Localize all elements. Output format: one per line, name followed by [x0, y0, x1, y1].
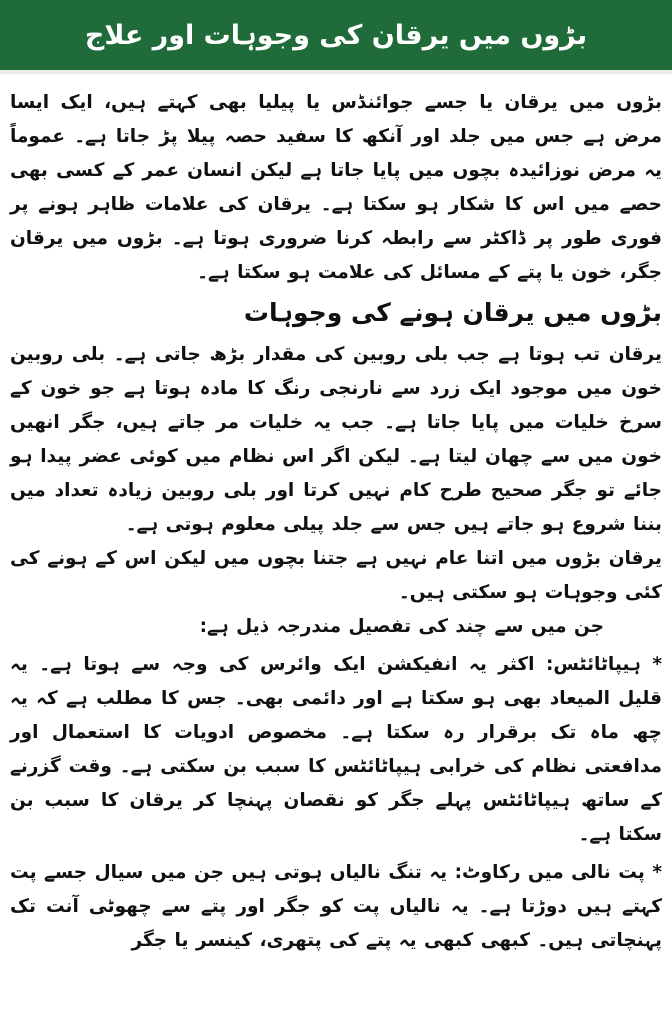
section-heading: بڑوں میں یرقان ہونے کی وجوہات [243, 298, 662, 327]
page-title: بڑوں میں یرقان کی وجوہات اور علاج [84, 19, 588, 51]
common-paragraph: یرقان بڑوں میں اتنا عام نہیں ہے جتنا بچوں میں لیکن اس کے ہونے کی کئی وجوہات ہو سکتی ہیں۔ [10, 548, 662, 603]
hepatitis-item: * ہیپاٹائٹس: اکثر یہ انفیکشن ایک وائرس کی وجہ سے ہوتا ہے۔ یہ قلیل المیعاد بھی ہو سکتا ہے اور دائمی بھی۔ جس کا مطلب ہے کہ یہ چھ ماہ تک برقرار رہ سکتا ہے۔ مخصوص ادویات کا استعمال اور مدافعتی نظام کی خرابی ہیپاٹائٹس کا سبب بن سکتی ہے۔ وقت گزرنے کے ساتھ ہیپاٹائٹس پہلے جگر کو نقصان پہنچا کر یرقان کا سبب بن سکتا ہے۔ [10, 654, 662, 845]
causes-paragraph: یرقان تب ہوتا ہے جب بلی روبین کی مقدار بڑھ جاتی ہے۔ بلی روبین خون میں موجود ایک زرد سے نارنجی رنگ کا مادہ ہوتا ہے جو خون کے سرخ خلیات میں پایا جاتا ہے۔ جب یہ خلیات مر جاتے ہیں، جگر انھیں خون میں سے چھان لیتا ہے۔ لیکن اگر اس نظام میں کوئی عضر پیدا ہو جائے تو جگر صحیح طرح کام نہیں کرتا اور بلی روبین زیادہ تعداد میں بننا شروع ہو جاتے ہیں جس سے جلد پیلی معلوم ہوتی ہے۔ [10, 344, 662, 535]
article-body [0, 74, 672, 958]
intro-paragraph: بڑوں میں یرقان یا جسے جوائنڈس یا پیلیا بھی کہتے ہیں، ایک ایسا مرض ہے جس میں جلد اور آنکھ کا سفید حصہ پیلا پڑ جاتا ہے۔ عموماً یہ مرض نوزائیدہ بچوں میں پایا جاتا ہے لیکن انسان عمر کے کسی بھی حصے میں اس کا شکار ہو سکتا ہے۔ یرقان کی علامات ظاہر ہونے پر فوری طور پر ڈاکٹر سے رابطہ کرنا ضروری ہوتا ہے۔ بڑوں میں یرقان جگر، خون یا پتے کے مسائل کی علامت ہو سکتا ہے۔ [10, 92, 662, 283]
list-intro-line: جن میں سے چند کی تفصیل مندرجہ ذیل ہے: [199, 616, 604, 637]
title-banner [0, 0, 672, 74]
bile-duct-item: * پت نالی میں رکاوٹ: یہ تنگ نالیاں ہوتی ہیں جن میں سیال جسے پت کہتے ہیں دوڑتا ہے۔ یہ نالیاں پت کو جگر اور پتے سے چھوٹی آنت تک پہنچاتی ہیں۔ کبھی کبھی یہ پتے کی پتھری، کینسر یا جگر [10, 862, 662, 951]
